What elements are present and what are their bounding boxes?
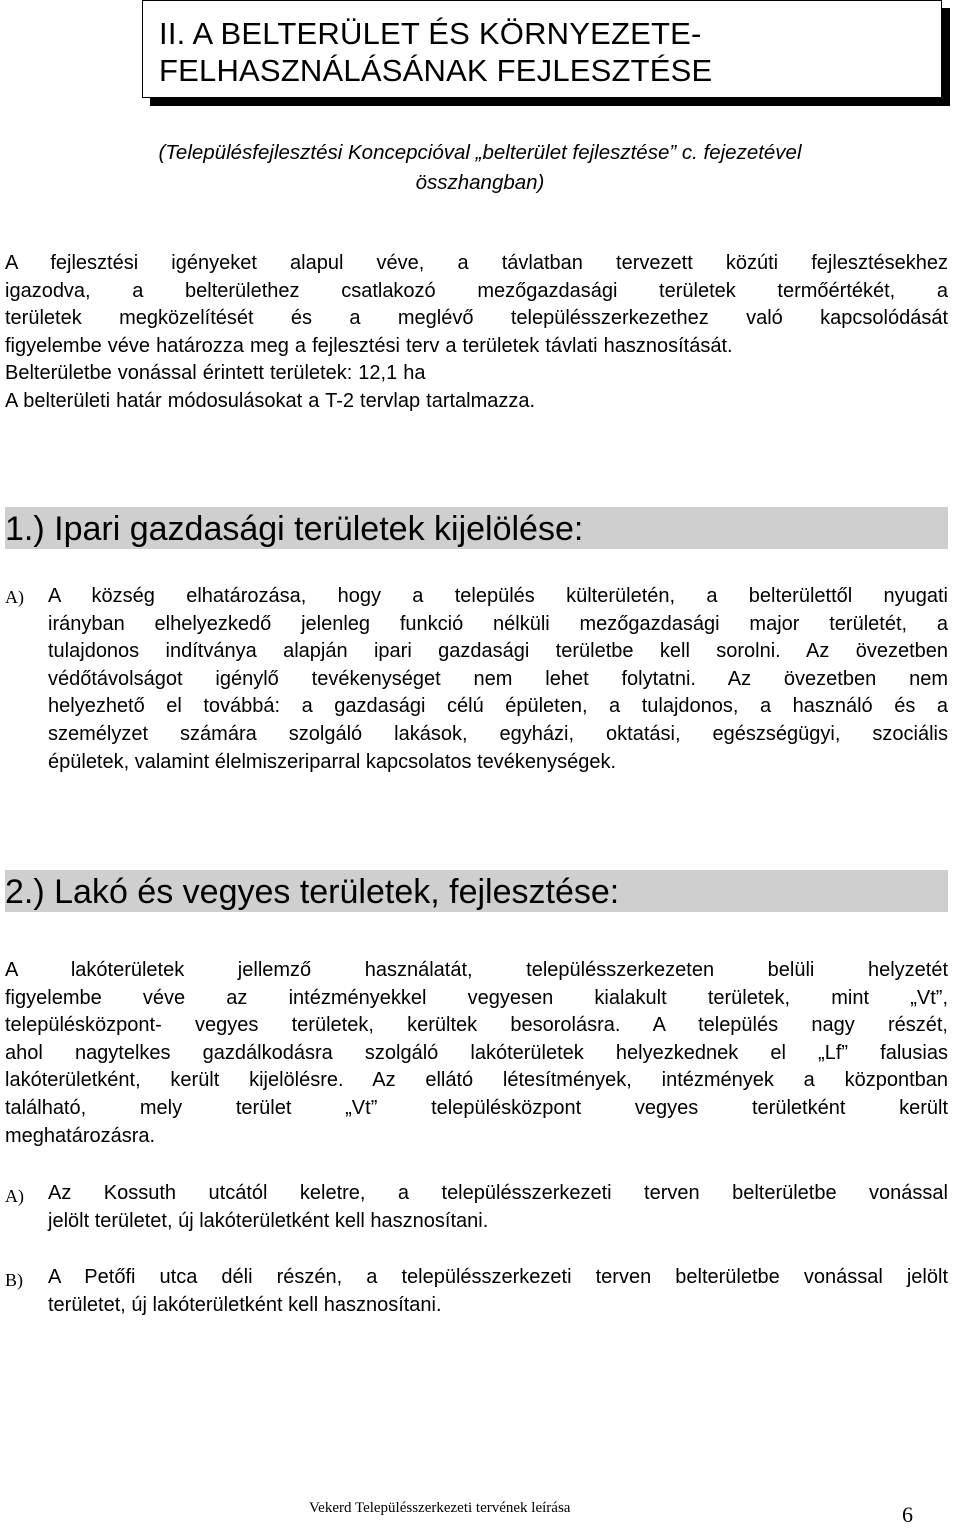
paragraph-line: figyelembe véve az intézményekkel vegyesen kialakult területek, mint „Vt”,: [5, 986, 948, 1009]
item-line: A Petőfi utca déli részén, a településszerkezeti terven belterületbe vonással jelölt: [48, 1266, 948, 1288]
list-item-industrial-a: [48, 583, 948, 776]
subtitle-line-2: összhangban): [415, 171, 545, 194]
page-number: 6: [902, 1502, 913, 1527]
paragraph-line: található, mely terület „Vt” településközpont vegyes területként került: [5, 1096, 948, 1119]
section-heading-text: 2.) Lakó és vegyes területek, fejlesztése:: [5, 873, 620, 911]
list-marker-a: A): [5, 587, 24, 607]
chapter-title-line-1: II. A BELTERÜLET ÉS KÖRNYEZETE-: [159, 16, 702, 51]
item-line: helyezhető el továbbá: a gazdasági célú épületen, a tulajdonos, a használó és a: [48, 695, 948, 718]
item-line: Az Kossuth utcától keletre, a településszerkezeti terven belterületbe vonással: [48, 1182, 948, 1204]
paragraph-line: ahol nagytelkes gazdálkodásra szolgáló lakóterületek helyezkednek el „Lf” falusias: [5, 1041, 948, 1064]
item-line: személyzet számára szolgáló lakások, egyházi, oktatási, egészségügyi, szociális: [48, 722, 948, 745]
intro-line: figyelembe véve határozza meg a fejlesztési terv a területek távlati hasznosítását.: [5, 334, 733, 357]
section-heading-industrial: [5, 507, 948, 549]
list-marker-a: A): [5, 1186, 24, 1206]
intro-paragraph: [5, 250, 948, 416]
paragraph-line: A lakóterületek jellemző használatát, településszerkezeten belüli helyzetét: [5, 959, 948, 981]
list-item-residential-a: [48, 1180, 948, 1235]
paragraph-line: meghatározásra.: [5, 1124, 156, 1147]
paragraph-line: településközpont- vegyes területek, kerültek besorolásra. A település nagy részét,: [5, 1014, 948, 1037]
subtitle-line-1: (Településfejlesztési Koncepcióval „belterület fejlesztése” c. fejezetével: [158, 141, 802, 164]
item-line: épületek, valamint élelmiszeriparral kapcsolatos tevékenységek.: [48, 750, 617, 773]
item-line: védőtávolságot igénylő tevékenységet nem lehet folytatni. Az övezetben nem: [48, 667, 948, 690]
intro-line: A fejlesztési igényeket alapul véve, a távlatban tervezett közúti fejlesztésekhez: [5, 252, 948, 274]
chapter-subtitle: [0, 138, 960, 198]
residential-paragraph: [5, 957, 948, 1150]
item-line: területet, új lakóterületként kell hasznosítani.: [48, 1293, 442, 1316]
item-line: tulajdonos indítványa alapján ipari gazdasági területbe kell sorolni. Az övezetben: [48, 640, 948, 663]
page-footer: Vekerd Településszerkezeti tervének leírása: [309, 1500, 571, 1516]
list-marker-b: B): [5, 1270, 23, 1290]
item-line: jelölt területet, új lakóterületként kell hasznosítani.: [48, 1209, 489, 1232]
intro-line: területek megközelítését és a meglévő településszerkezethez való kapcsolódását: [5, 307, 948, 330]
section-heading-text: 1.) Ipari gazdasági területek kijelölése:: [5, 510, 584, 548]
chapter-title-box: [142, 0, 942, 98]
intro-line: A belterületi határ módosulásokat a T-2 tervlap tartalmazza.: [5, 389, 536, 412]
list-item-residential-b: [48, 1264, 948, 1319]
paragraph-line: lakóterületként, került kijelölésre. Az ellátó létesítmények, intézmények a központban: [5, 1069, 948, 1092]
item-line: irányban elhelyezkedő jelenleg funkció nélküli mezőgazdasági major területét, a: [48, 612, 948, 635]
item-line: A község elhatározása, hogy a település külterületén, a belterülettől nyugati: [48, 585, 948, 607]
section-heading-residential: [5, 870, 948, 912]
chapter-title: [159, 15, 712, 89]
chapter-title-line-2: FELHASZNÁLÁSÁNAK FEJLESZTÉSE: [159, 53, 713, 88]
intro-line: Belterületbe vonással érintett területek: 12,1 ha: [5, 362, 426, 385]
intro-line: igazodva, a belterülethez csatlakozó mezőgazdasági területek termőértékét, a: [5, 279, 948, 302]
